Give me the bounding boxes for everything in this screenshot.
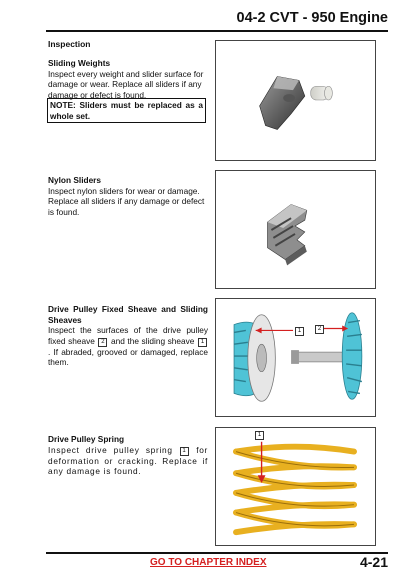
callout-fixed-sheave: 2	[98, 338, 107, 347]
sliding-weights-body: Inspect every weight and slider surface for damage or wear. Replace all sliders if any damage or defect is found.	[48, 68, 204, 100]
figure-callout-2: 2	[315, 325, 324, 334]
nylon-sliders-title: Nylon Sliders	[48, 175, 102, 185]
sliding-weight-illustration	[216, 41, 375, 160]
drive-pulley-figure	[215, 298, 376, 417]
drive-pulley-spring-body: Inspect drive pulley spring 1 for deformation or cracking. Replace if any damage is found.	[48, 444, 208, 477]
page-header-title: 04-2 CVT - 950 Engine	[236, 10, 388, 26]
drive-pulley-section	[48, 304, 208, 368]
header-divider	[46, 30, 388, 32]
sliding-weights-section	[48, 58, 208, 100]
drive-pulley-spring-figure	[215, 427, 376, 546]
callout-spring: 1	[180, 447, 189, 456]
nylon-sliders-body: Inspect nylon sliders for wear or damage. Replace all sliders if any damage or defect is found.	[48, 185, 205, 217]
drive-pulley-title: Drive Pulley Fixed Sheave and Sliding Sheaves	[48, 304, 208, 325]
spring-illustration	[216, 428, 375, 545]
footer-divider	[46, 552, 388, 554]
nylon-sliders-section	[48, 175, 208, 217]
spring-figure-callout: 1	[255, 431, 264, 440]
drive-pulley-spring-title: Drive Pulley Spring	[48, 434, 125, 444]
sliders-note: NOTE: Sliders must be replaced as a whole set.	[47, 98, 206, 123]
page-number: 4-21	[359, 554, 388, 570]
figure-callout-1: 1	[295, 327, 304, 336]
drive-pulley-spring-section	[48, 434, 208, 477]
sliding-weights-title: Sliding Weights	[48, 58, 111, 68]
drive-pulley-illustration	[216, 299, 375, 416]
callout-sliding-sheave: 1	[198, 338, 207, 347]
sliding-weights-figure	[215, 40, 376, 161]
nylon-slider-illustration	[216, 171, 375, 288]
drive-pulley-body: Inspect the surfaces of the drive pulley fixed sheave 2 and the sliding sheave 1. If abraded, grooved or damaged, replace them.	[48, 325, 208, 368]
nylon-sliders-figure	[215, 170, 376, 289]
section-heading: Inspection	[48, 39, 91, 49]
go-to-chapter-index-link[interactable]: GO TO CHAPTER INDEX	[150, 557, 267, 568]
